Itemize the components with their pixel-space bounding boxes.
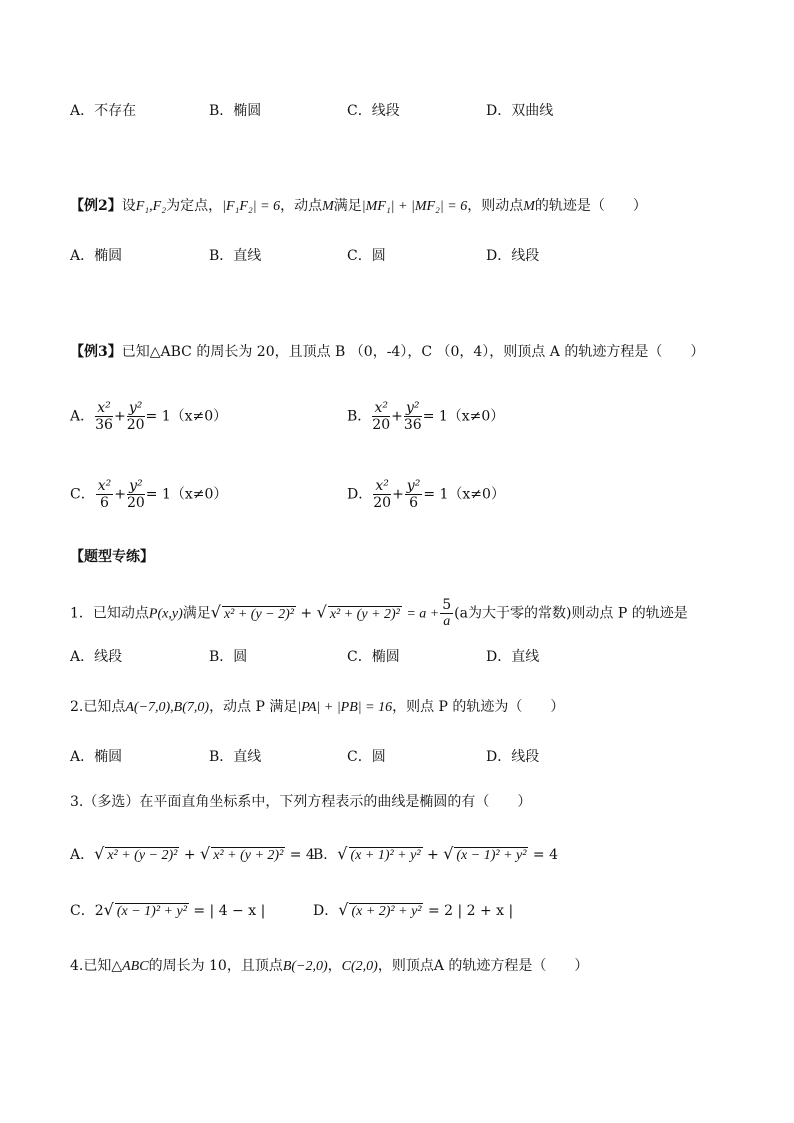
- fraction: [373, 478, 391, 511]
- example-3-stem: [70, 342, 704, 362]
- fraction: [372, 400, 390, 433]
- text: 4.已知△: [70, 958, 123, 974]
- p2-option-d: D．线段: [486, 749, 540, 765]
- example-2-tag: 【例2】: [70, 198, 122, 214]
- text: 2.已知点: [70, 699, 126, 715]
- denominator: 20: [126, 417, 145, 433]
- radical-sign: √: [443, 844, 454, 863]
- text: ，则动点: [467, 198, 524, 214]
- radical-sign: √: [338, 900, 349, 919]
- text: ，则点 P 的轨迹为（ ）: [392, 699, 565, 715]
- radicand: x² + (y + 2)²: [329, 606, 400, 622]
- option-label: B．: [313, 847, 338, 863]
- p1-option-a: A．线段: [70, 649, 123, 665]
- radicand: x² + (y − 2)²: [107, 848, 178, 863]
- q0-option-a: A．不存在: [70, 103, 137, 119]
- math-cond-2: |MF₁| + |MF₂| = 6: [361, 199, 468, 214]
- fraction: [440, 597, 453, 630]
- text: 1．已知动点: [70, 605, 149, 622]
- text: ，则顶点A 的轨迹方程是（ ）: [377, 958, 589, 974]
- p2-option-c: C．圆: [347, 749, 386, 765]
- example-3-tag: 【例3】: [70, 344, 122, 360]
- p3-option-a: A．√ x² + (y − 2)² + √ x² + (y + 2)² = 4: [70, 844, 315, 863]
- ex3-option-b: B． $\frac{\text{x²}}{20}$ + $\frac{\text{y²}}{36}$ = 1（x≠0）: [347, 400, 505, 433]
- math-f1f2: F₁,F₂: [135, 199, 167, 214]
- p3-option-d: [313, 900, 513, 921]
- equation-tail: = 1（x≠0）: [422, 408, 505, 425]
- ex3-option-c: C． $\frac{\text{x²}}{6}$ + $\frac{\text{y²}}{20}$ = 1（x≠0）: [70, 478, 228, 511]
- option-label: A．: [70, 408, 95, 425]
- radical-sign: √: [210, 602, 221, 622]
- text: 已知△ABC 的周长为 20，且顶点 B （0，-4），C （0，4），则顶点 A 的轨迹方程是（ ）: [121, 344, 705, 360]
- equation-tail: = 1（x≠0）: [145, 408, 228, 425]
- q0-option-d: D．双曲线: [486, 103, 554, 119]
- numerator: y²: [127, 478, 145, 495]
- radicand: (x − 1)² + y²: [456, 848, 527, 863]
- ex3-option-a: A． $\frac{\text{x²}}{36}$ + $\frac{\text{y²}}{20}$ = 1（x≠0）: [70, 400, 228, 433]
- p1-option-b: B．圆: [209, 649, 248, 665]
- section-title: 【题型专练】: [70, 549, 154, 565]
- text: (a为大于零的常数)则动点 P 的轨迹是: [454, 605, 688, 622]
- q0-option-b: B．椭圆: [209, 103, 262, 119]
- problem-3-stem: 3.（多选）在平面直角坐标系中，下列方程表示的曲线是椭圆的有（ ）: [70, 794, 532, 810]
- math-rhs: = 4: [532, 847, 558, 863]
- text: 满足: [182, 605, 211, 622]
- math-m: M: [322, 199, 334, 214]
- equation-tail: = 1（x≠0）: [145, 486, 228, 503]
- p2-option-a: A．椭圆: [70, 749, 123, 765]
- radical-sign: √: [103, 900, 114, 919]
- radical-sign: √: [94, 844, 105, 863]
- text: 满足: [333, 198, 362, 214]
- numerator: y²: [127, 400, 145, 417]
- ex2-option-a: A．椭圆: [70, 248, 123, 264]
- math-cond: |PA| + |PB| = 16: [297, 700, 393, 715]
- numerator: 5: [442, 597, 452, 613]
- option-label: C．: [70, 486, 95, 503]
- numerator: x²: [95, 400, 113, 417]
- p1-option-d: D．直线: [486, 649, 540, 665]
- text: 设: [121, 198, 136, 214]
- math-m: M: [523, 199, 535, 214]
- p3-option-c: [70, 900, 265, 921]
- q0-option-c: C．线段: [347, 103, 400, 119]
- ex3-option-d: D． $\frac{\text{x²}}{20}$ + $\frac{\text{y²}}{6}$ = 1（x≠0）: [347, 478, 505, 511]
- math-point-p: P(x,y): [148, 606, 183, 622]
- option-label: B．: [347, 408, 372, 425]
- denominator: a: [443, 614, 451, 629]
- numerator: x²: [97, 478, 112, 494]
- denominator: 20: [372, 417, 391, 433]
- denominator: 36: [403, 417, 422, 433]
- radicand: x² + (y − 2)²: [223, 606, 294, 622]
- problem-1-stem: 1．已知动点P(x,y)满足√ x² + (y − 2)² + √ x² + (y + 2)² = a + $\frac{5}{a}$ (a为大于零的常数)则动点 P 的轨迹是: [70, 597, 688, 629]
- math-points: A(−7,0),B(7,0): [125, 700, 210, 715]
- radicand: (x − 1)² + y²: [116, 904, 187, 919]
- problem-4-stem: [70, 956, 588, 977]
- numerator: x²: [373, 478, 391, 495]
- denominator: 36: [95, 417, 113, 433]
- math-point-b: B(−2,0): [282, 959, 328, 974]
- fraction: [96, 478, 114, 511]
- ex2-option-b: B．直线: [209, 248, 262, 264]
- ex2-option-c: C．圆: [347, 248, 386, 264]
- option-label: D．: [347, 486, 373, 503]
- fraction: [405, 478, 423, 511]
- math-rhs: = | 4 − x |: [193, 903, 266, 919]
- problem-2-stem: [70, 697, 564, 718]
- p1-option-c: C．椭圆: [347, 649, 400, 665]
- p2-option-b: B．直线: [209, 749, 262, 765]
- option-label: C．: [70, 903, 95, 919]
- option-label: D．: [313, 903, 339, 919]
- numerator: y²: [404, 400, 422, 417]
- math-rhs: = a +: [406, 606, 440, 622]
- denominator: 6: [409, 495, 419, 511]
- math-cond-1: |F₁F₂| = 6: [222, 199, 281, 214]
- fraction: [127, 400, 145, 433]
- denominator: 20: [126, 495, 145, 511]
- text: ，动点 P 满足: [209, 699, 298, 715]
- text: ，: [327, 958, 342, 974]
- radicand: x² + (y + 2)²: [213, 848, 284, 863]
- equation-tail: = 1（x≠0）: [423, 486, 505, 503]
- radicand: (x + 1)² + y²: [350, 848, 421, 863]
- text: ，动点: [280, 198, 323, 214]
- math-triangle: ABC: [122, 959, 149, 974]
- denominator: 20: [373, 495, 392, 511]
- radicand: (x + 2)² + y²: [351, 904, 422, 919]
- fraction: [127, 478, 145, 511]
- math-point-c: C(2,0): [341, 959, 378, 974]
- option-label: A．: [70, 847, 95, 863]
- denominator: 6: [100, 495, 109, 511]
- fraction: [404, 400, 422, 433]
- text: 的轨迹是（ ）: [534, 198, 647, 214]
- math-coefficient: 2: [94, 903, 104, 919]
- fraction: [95, 400, 113, 433]
- text: 的周长为 10，且顶点: [148, 958, 283, 974]
- radical-sign: √: [200, 844, 211, 863]
- numerator: x²: [372, 400, 390, 417]
- text: 为定点，: [166, 198, 223, 214]
- p3-option-b: B．√ (x + 1)² + y² + √ (x − 1)² + y² = 4: [313, 844, 558, 863]
- math-rhs: = 2 | 2 + x |: [427, 903, 514, 919]
- radical-sign: √: [337, 844, 348, 863]
- example-2-stem: [70, 196, 647, 217]
- math-rhs: = 4: [289, 847, 315, 863]
- ex2-option-d: D．线段: [486, 248, 540, 264]
- radical-sign: √: [316, 602, 327, 622]
- numerator: y²: [406, 478, 421, 494]
